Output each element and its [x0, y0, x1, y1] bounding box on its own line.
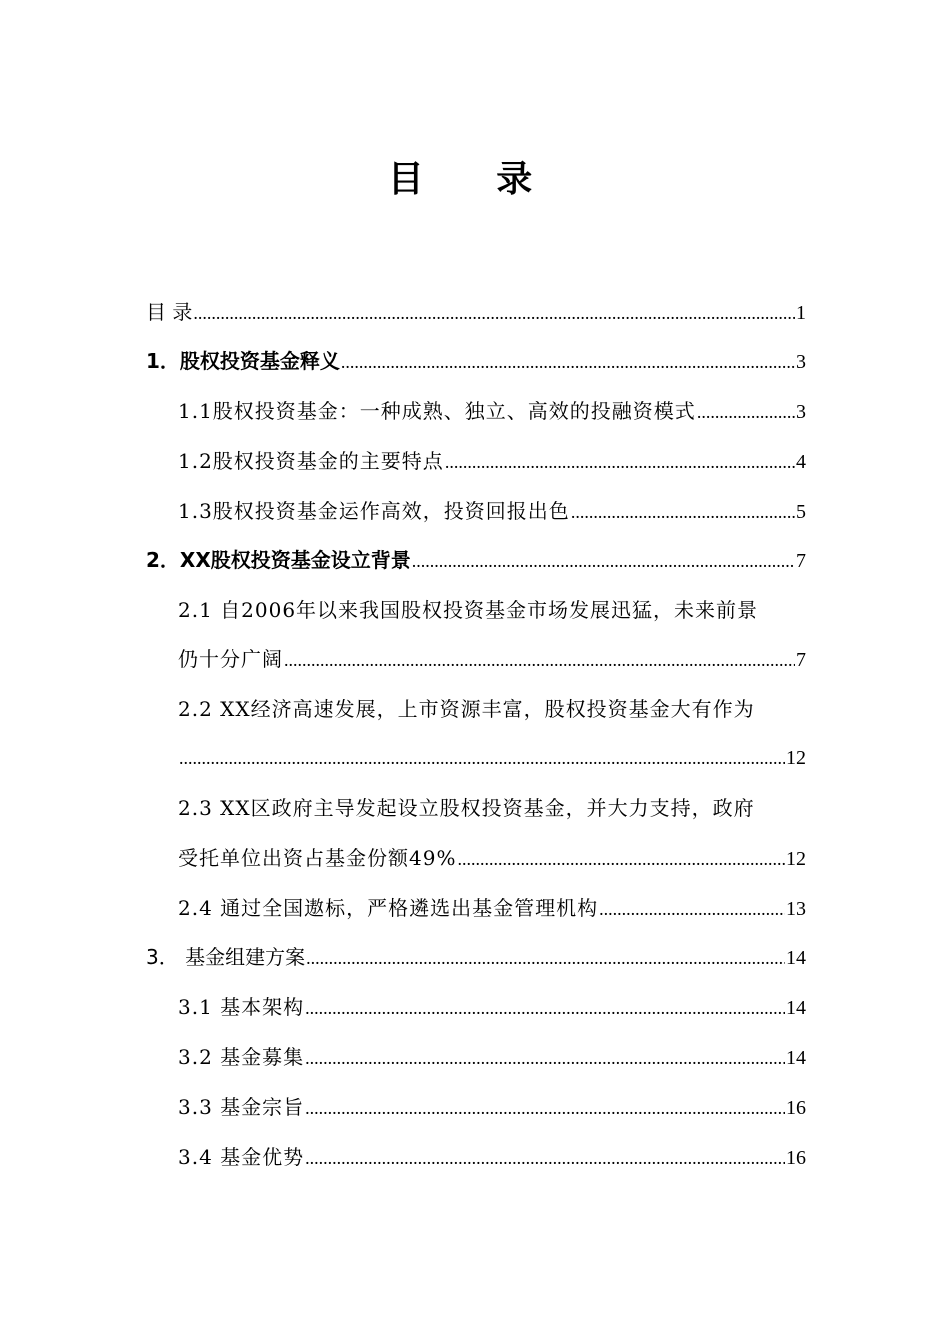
toc-dot-leader — [341, 346, 795, 378]
toc-entry-label: 仍十分广阔 — [178, 647, 283, 671]
toc-entry-section-2-3[interactable] — [178, 842, 806, 875]
toc-page-number: 3 — [796, 401, 806, 423]
toc-entry-section-2-2[interactable] — [178, 742, 806, 774]
toc-page-number: 14 — [786, 947, 806, 969]
toc-page-number: 3 — [796, 351, 806, 373]
toc-entry-label: 受托单位出资占基金份额49% — [178, 846, 457, 870]
toc-page-number: 4 — [796, 451, 806, 473]
toc-dot-leader — [305, 992, 785, 1024]
toc-entry-section-2-1[interactable] — [178, 643, 806, 676]
toc-entry-label: 3.1 基本架构 — [178, 995, 305, 1019]
toc-entry-label: 3． 基金组建方案 — [146, 945, 306, 969]
toc-dot-leader — [457, 843, 785, 875]
toc-page-number: 16 — [786, 1147, 806, 1169]
toc-page-number: 7 — [796, 649, 806, 671]
toc-entry-section-3-4[interactable] — [178, 1141, 806, 1174]
toc-dot-leader — [412, 545, 795, 577]
toc-page-number: 14 — [786, 997, 806, 1019]
toc-entry-label: 3.2 基金募集 — [178, 1045, 305, 1069]
toc-dot-leader — [306, 942, 785, 974]
toc-entry-label: 2.4 通过全国遨标，严格遴选出基金管理机构 — [178, 896, 599, 920]
toc-entry-section-1[interactable] — [146, 345, 806, 378]
toc-dot-leader — [445, 446, 795, 478]
toc-entry-section-1-3[interactable] — [178, 495, 806, 528]
toc-entry-label: 3.3 基金宗旨 — [178, 1095, 305, 1119]
toc-entry-label: 目 录 — [146, 300, 193, 324]
toc-entry-label: 1．股权投资基金释义 — [146, 349, 340, 373]
toc-page-number: 7 — [796, 550, 806, 572]
toc-page-number: 12 — [786, 848, 806, 870]
toc-dot-leader — [305, 1042, 785, 1074]
toc-dot-leader — [305, 1092, 785, 1124]
toc-page-number: 16 — [786, 1097, 806, 1119]
toc-entry-section-1-2[interactable] — [178, 445, 806, 478]
toc-page-number: 5 — [796, 501, 806, 523]
toc-entry-section-3-2[interactable] — [178, 1041, 806, 1074]
toc-entry-section-2[interactable] — [146, 544, 806, 577]
toc-entry-label: 1.2股权投资基金的主要特点 — [178, 449, 444, 473]
toc-dot-leader — [599, 893, 785, 925]
toc-dot-leader — [179, 742, 785, 774]
toc-page-number: 13 — [786, 898, 806, 920]
toc-entry-section-3[interactable] — [146, 941, 806, 974]
toc-entry-label: 2．XX股权投资基金设立背景 — [146, 548, 411, 572]
toc-entry-label: 3.4 基金优势 — [178, 1145, 305, 1169]
toc-entry-section-2-1-line1[interactable]: 2.1 自2006年以来我国股权投资基金市场发展迅猛，未来前景 — [178, 598, 759, 622]
toc-entry-label: 1.3股权投资基金运作高效，投资回报出色 — [178, 499, 570, 523]
toc-dot-leader — [697, 396, 795, 428]
toc-page-number: 14 — [786, 1047, 806, 1069]
toc-entry-section-2-3-line1[interactable]: 2.3 XX区政府主导发起设立股权投资基金，并大力支持，政府 — [178, 796, 755, 820]
toc-entry-label: 1.1股权投资基金：一种成熟、独立、高效的投融资模式 — [178, 399, 696, 423]
toc-entry-section-3-1[interactable] — [178, 991, 806, 1024]
toc-dot-leader — [193, 297, 795, 329]
toc-dot-leader — [571, 496, 795, 528]
toc-entry-contents[interactable] — [146, 296, 806, 329]
toc-entry-section-3-3[interactable] — [178, 1091, 806, 1124]
toc-page-number: 1 — [796, 302, 806, 324]
page-title: 目 录 — [387, 159, 563, 200]
toc-page-number: 12 — [786, 747, 806, 769]
toc-entry-section-1-1[interactable] — [178, 395, 806, 428]
toc-entry-section-2-2-line1[interactable]: 2.2 XX经济高速发展，上市资源丰富，股权投资基金大有作为 — [178, 697, 755, 721]
toc-entry-section-2-4[interactable] — [178, 892, 806, 925]
toc-dot-leader — [305, 1142, 785, 1174]
toc-dot-leader — [284, 644, 795, 676]
